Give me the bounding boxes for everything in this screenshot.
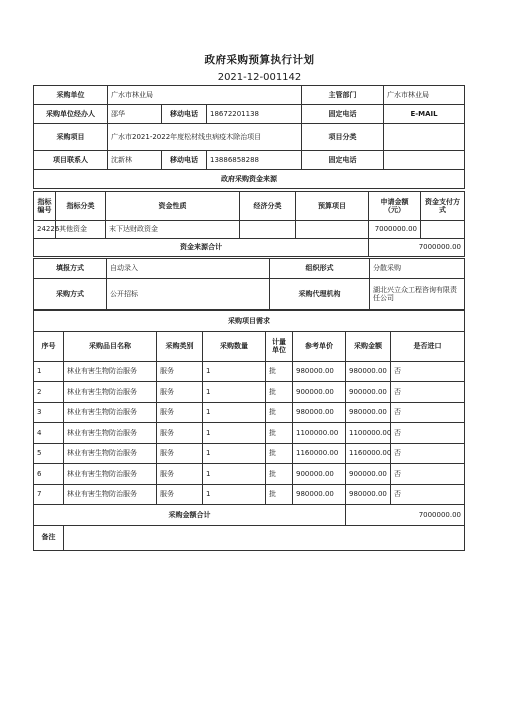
demand-header-unit: 计量单位 xyxy=(266,331,293,361)
agency-value: 湖北兴立众工程咨询有限责任公司 xyxy=(370,279,465,310)
row-type: 服务 xyxy=(157,443,203,464)
remark-value xyxy=(64,525,465,550)
row-qty: 1 xyxy=(203,382,266,403)
handler-label: 采购单位经办人 xyxy=(34,105,108,124)
demand-header-type: 采购类别 xyxy=(157,331,203,361)
purchaser-value: 广水市林业局 xyxy=(108,86,302,105)
demand-section-title: 采购项目需求 xyxy=(34,311,465,332)
document-number: 2021-12-001142 xyxy=(217,72,302,83)
method-table xyxy=(33,258,465,310)
row-import: 否 xyxy=(391,443,465,464)
fund-nature: 末下达财政资金 xyxy=(106,221,240,239)
fill-method-label: 填报方式 xyxy=(34,259,107,279)
row-amount: 980000.00 xyxy=(346,402,391,423)
fund-code: 24226 xyxy=(34,221,56,239)
row-type: 服务 xyxy=(157,423,203,444)
fill-method-value: 自动录入 xyxy=(107,259,270,279)
table-row xyxy=(34,423,465,444)
row-unit: 批 xyxy=(266,402,293,423)
email-label: E-MAIL xyxy=(384,105,465,124)
handler-value: 邵华 xyxy=(108,105,162,124)
table-row xyxy=(34,361,465,382)
row-qty: 1 xyxy=(203,402,266,423)
row-name: 林业有害生物防治服务 xyxy=(64,464,157,485)
row-unit: 批 xyxy=(266,464,293,485)
funds-header-code: 指标编号 xyxy=(34,192,56,221)
row-unit: 批 xyxy=(266,382,293,403)
project-label: 采购项目 xyxy=(34,124,108,151)
row-no: 7 xyxy=(34,484,64,505)
row-no: 2 xyxy=(34,382,64,403)
row-import: 否 xyxy=(391,423,465,444)
demand-header-qty: 采购数量 xyxy=(203,331,266,361)
funds-header-amount: 申请金额（元） xyxy=(369,192,421,221)
fund-amount: 7000000.00 xyxy=(369,221,421,239)
funds-table xyxy=(33,191,465,257)
document-title: 政府采购预算执行计划 xyxy=(204,54,315,66)
row-price: 1160000.00 xyxy=(293,443,346,464)
row-price: 900000.00 xyxy=(293,464,346,485)
row-import: 否 xyxy=(391,402,465,423)
funds-total-value: 7000000.00 xyxy=(369,239,465,257)
row-amount: 980000.00 xyxy=(346,484,391,505)
row-name: 林业有害生物防治服务 xyxy=(64,382,157,403)
demand-header-price: 参考单价 xyxy=(293,331,346,361)
funds-header-nature: 资金性质 xyxy=(106,192,240,221)
funds-header-class: 指标分类 xyxy=(56,192,106,221)
table-row xyxy=(34,464,465,485)
contact-label: 项目联系人 xyxy=(34,151,108,170)
funds-header-econ: 经济分类 xyxy=(240,192,296,221)
row-qty: 1 xyxy=(203,443,266,464)
row-type: 服务 xyxy=(157,402,203,423)
contact-mobile-label: 移动电话 xyxy=(162,151,207,170)
contact-mobile-value: 13886858288 xyxy=(207,151,302,170)
row-no: 5 xyxy=(34,443,64,464)
row-amount: 1100000.00 xyxy=(346,423,391,444)
row-import: 否 xyxy=(391,361,465,382)
authority-value: 广水市林业局 xyxy=(384,86,465,105)
demand-header-name: 采购品目名称 xyxy=(64,331,157,361)
row-amount: 980000.00 xyxy=(346,361,391,382)
row-type: 服务 xyxy=(157,361,203,382)
demand-table xyxy=(33,310,465,551)
handler-mobile-value: 18672201138 xyxy=(207,105,302,124)
funds-header-pay: 资金支付方式 xyxy=(421,192,465,221)
row-unit: 批 xyxy=(266,484,293,505)
row-qty: 1 xyxy=(203,484,266,505)
category-value xyxy=(384,124,465,151)
demand-header-import: 是否进口 xyxy=(391,331,465,361)
funds-section-title: 政府采购资金来源 xyxy=(34,170,465,189)
fund-budget-item xyxy=(296,221,369,239)
row-unit: 批 xyxy=(266,443,293,464)
row-unit: 批 xyxy=(266,423,293,444)
row-no: 3 xyxy=(34,402,64,423)
category-label: 项目分类 xyxy=(302,124,384,151)
row-qty: 1 xyxy=(203,423,266,444)
row-price: 1100000.00 xyxy=(293,423,346,444)
row-name: 林业有害生物防治服务 xyxy=(64,423,157,444)
agency-label: 采购代理机构 xyxy=(270,279,370,310)
row-no: 6 xyxy=(34,464,64,485)
row-amount: 900000.00 xyxy=(346,464,391,485)
org-form-label: 组织形式 xyxy=(270,259,370,279)
contact-phone-value xyxy=(384,151,465,170)
demand-total-label: 采购金额合计 xyxy=(34,505,346,526)
fund-econ xyxy=(240,221,296,239)
row-price: 980000.00 xyxy=(293,402,346,423)
row-name: 林业有害生物防治服务 xyxy=(64,443,157,464)
row-name: 林业有害生物防治服务 xyxy=(64,361,157,382)
row-type: 服务 xyxy=(157,464,203,485)
row-type: 服务 xyxy=(157,484,203,505)
row-name: 林业有害生物防治服务 xyxy=(64,484,157,505)
basic-info-table xyxy=(33,85,465,189)
row-price: 900000.00 xyxy=(293,382,346,403)
row-qty: 1 xyxy=(203,464,266,485)
handler-mobile-label: 移动电话 xyxy=(162,105,207,124)
fund-pay xyxy=(421,221,465,239)
row-qty: 1 xyxy=(203,361,266,382)
row-unit: 批 xyxy=(266,361,293,382)
purchaser-label: 采购单位 xyxy=(34,86,108,105)
org-form-value: 分散采购 xyxy=(370,259,465,279)
purchase-method-label: 采购方式 xyxy=(34,279,107,310)
row-no: 4 xyxy=(34,423,64,444)
demand-header-no: 序号 xyxy=(34,331,64,361)
row-import: 否 xyxy=(391,382,465,403)
project-value: 广水市2021-2022年度松材线虫病疫木除治项目 xyxy=(108,124,302,151)
demand-total-value: 7000000.00 xyxy=(346,505,465,526)
purchase-method-value: 公开招标 xyxy=(107,279,270,310)
row-name: 林业有害生物防治服务 xyxy=(64,402,157,423)
handler-phone-label: 固定电话 xyxy=(302,105,384,124)
authority-label: 主管部门 xyxy=(302,86,384,105)
row-import: 否 xyxy=(391,464,465,485)
row-import: 否 xyxy=(391,484,465,505)
row-amount: 1160000.00 xyxy=(346,443,391,464)
demand-header-amount: 采购金额 xyxy=(346,331,391,361)
table-row xyxy=(34,402,465,423)
row-no: 1 xyxy=(34,361,64,382)
table-row xyxy=(34,382,465,403)
funds-total-label: 资金来源合计 xyxy=(34,239,369,257)
table-row xyxy=(34,443,465,464)
row-type: 服务 xyxy=(157,382,203,403)
contact-phone-label: 固定电话 xyxy=(302,151,384,170)
row-price: 980000.00 xyxy=(293,484,346,505)
row-amount: 900000.00 xyxy=(346,382,391,403)
row-price: 980000.00 xyxy=(293,361,346,382)
table-row xyxy=(34,484,465,505)
remark-label: 备注 xyxy=(34,525,64,550)
contact-value: 沈新林 xyxy=(108,151,162,170)
fund-class: 其他资金 xyxy=(56,221,106,239)
funds-header-budget: 预算项目 xyxy=(296,192,369,221)
